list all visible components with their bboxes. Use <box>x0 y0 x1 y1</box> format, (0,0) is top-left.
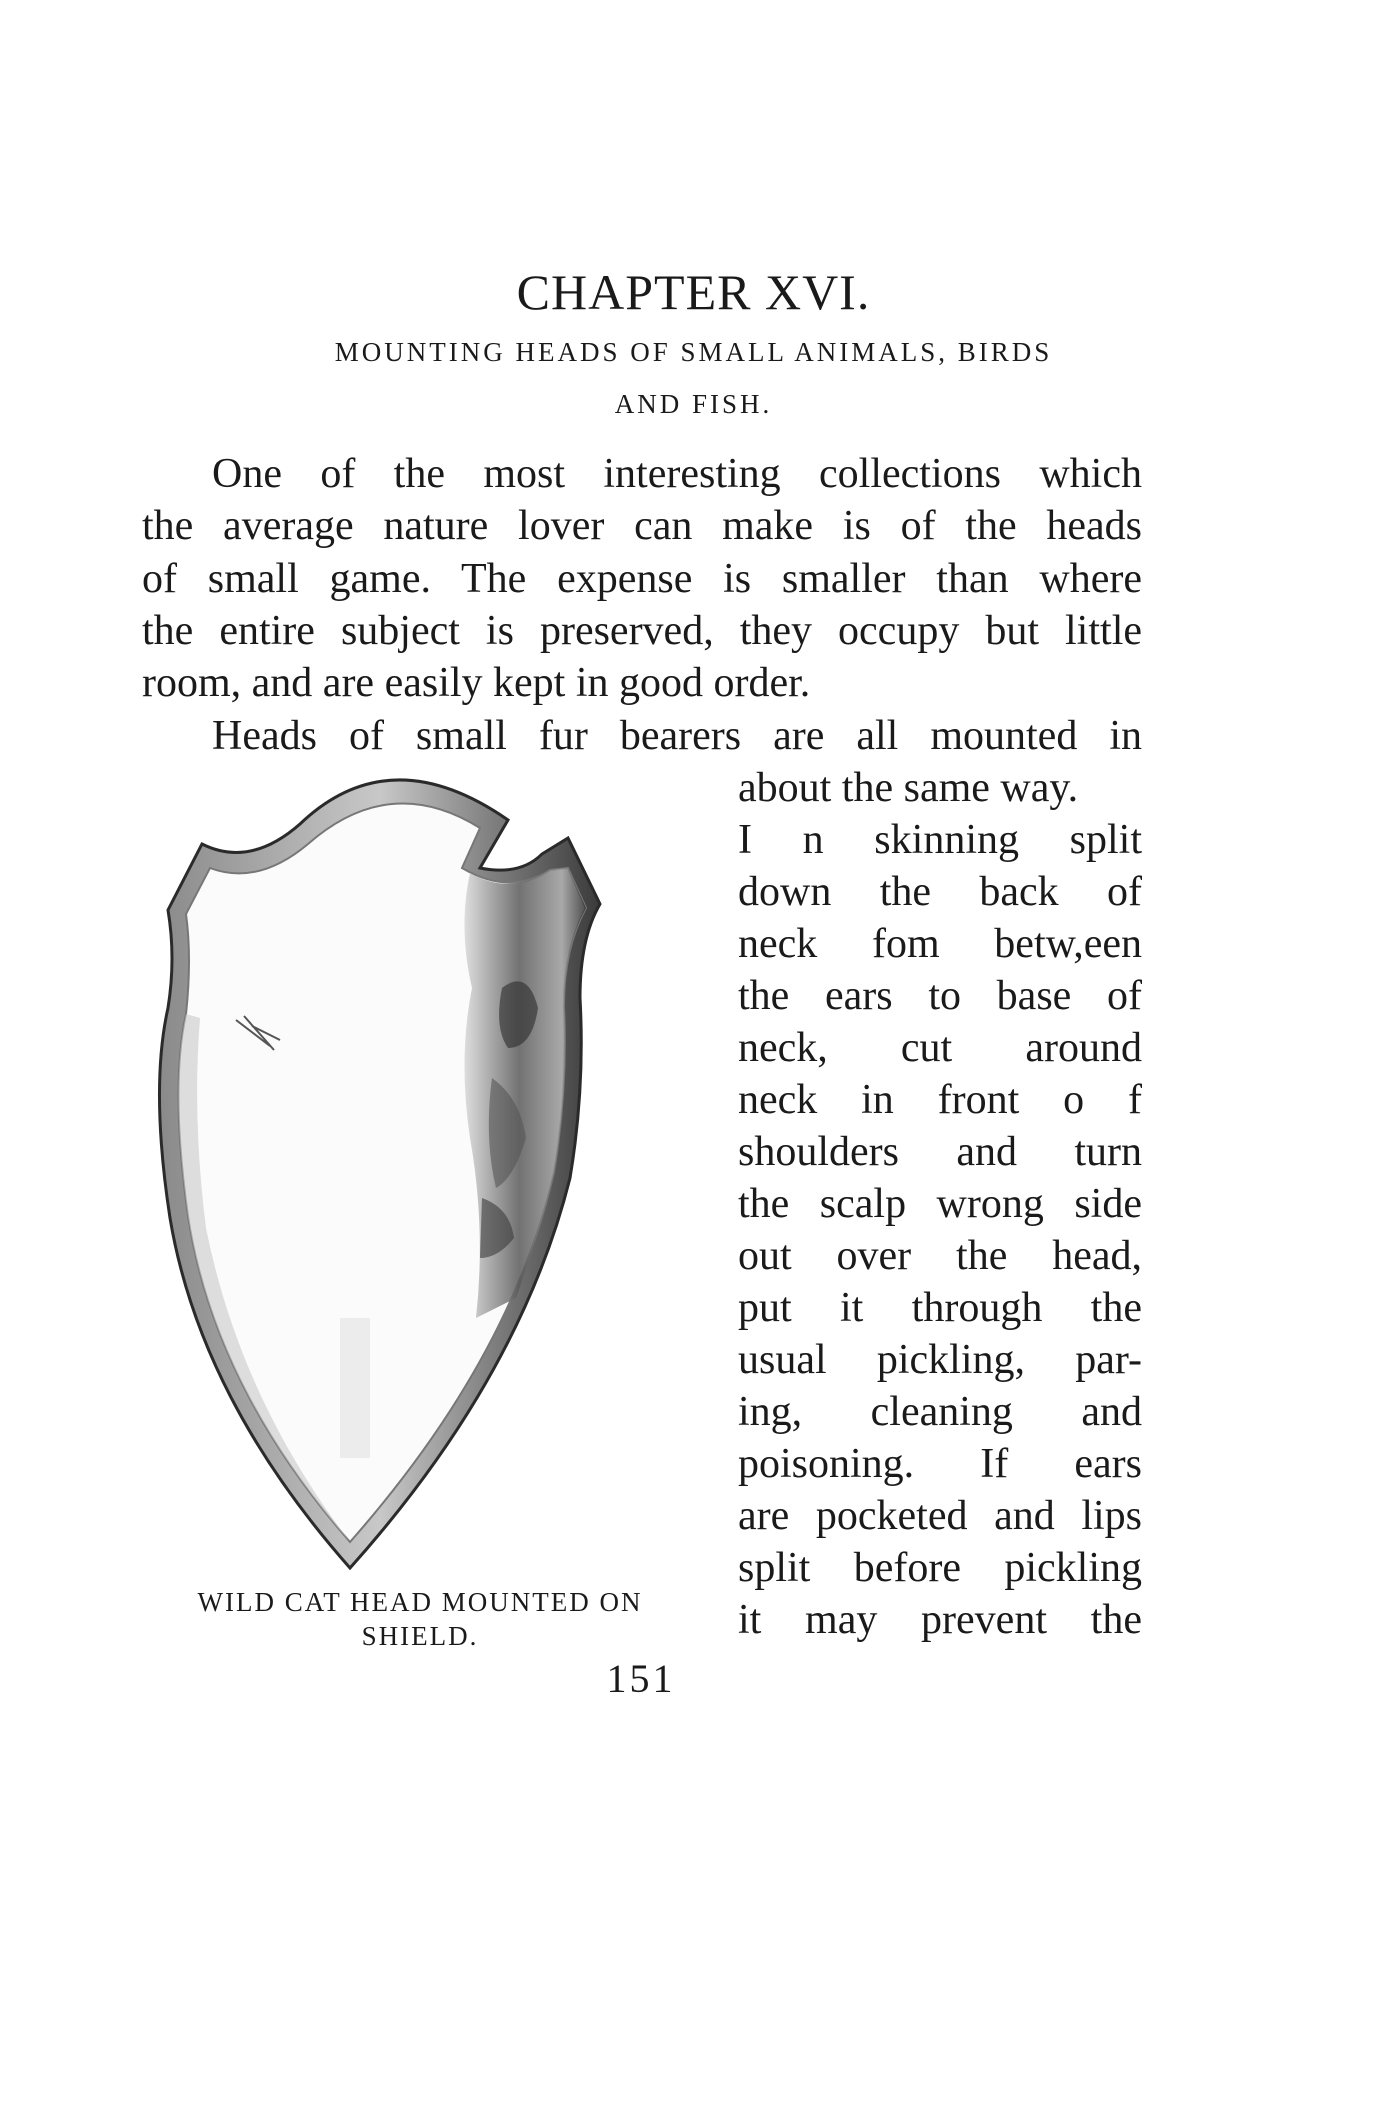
chapter-title: CHAPTER XVI. <box>516 264 871 320</box>
text-line: down the back of <box>738 869 1142 915</box>
text-line: Heads of small fur bearers are all mounted in <box>212 713 1142 759</box>
figure-caption: WILD CAT HEAD MOUNTED ON <box>197 1587 643 1617</box>
text-line: are pocketed and lips <box>738 1493 1142 1539</box>
text-line: neck, cut around <box>738 1025 1142 1071</box>
chapter-subtitle: AND FISH. <box>614 389 773 419</box>
text-line: room, and are easily kept in good order. <box>142 660 811 706</box>
text-line: of small game. The expense is smaller than where <box>142 556 1142 602</box>
text-line: ing, cleaning and <box>738 1389 1142 1435</box>
text-line: the scalp wrong side <box>738 1181 1142 1227</box>
text-line: split before pickling <box>738 1545 1142 1591</box>
text-line: about the same way. <box>738 765 1079 811</box>
text-line: I n skinning split <box>738 817 1142 863</box>
text-line: usual pickling, par- <box>738 1337 1142 1383</box>
figure-caption: SHIELD. <box>361 1621 479 1651</box>
wild-cat-head-shield-illustration <box>140 758 710 1588</box>
text-line: neck in front o f <box>738 1077 1142 1123</box>
text-line: put it through the <box>738 1285 1142 1331</box>
page-number <box>0 1655 1387 1702</box>
text-line: the entire subject is preserved, they occupy but little <box>142 608 1142 654</box>
text-line: neck fom betw,een <box>738 921 1142 967</box>
text-line: out over the head, <box>738 1233 1142 1279</box>
text-line: it may prevent the <box>738 1597 1142 1643</box>
text-line: One of the most interesting collections which <box>212 451 1142 497</box>
text-line: the average nature lover can make is of the heads <box>142 503 1142 549</box>
page-number-text: 151 <box>606 1656 676 1701</box>
text-line: poisoning. If ears <box>738 1441 1142 1487</box>
text-line: the ears to base of <box>738 973 1142 1019</box>
chapter-subtitle: MOUNTING HEADS OF SMALL ANIMALS, BIRDS <box>334 337 1053 367</box>
text-line: shoulders and turn <box>738 1129 1142 1175</box>
